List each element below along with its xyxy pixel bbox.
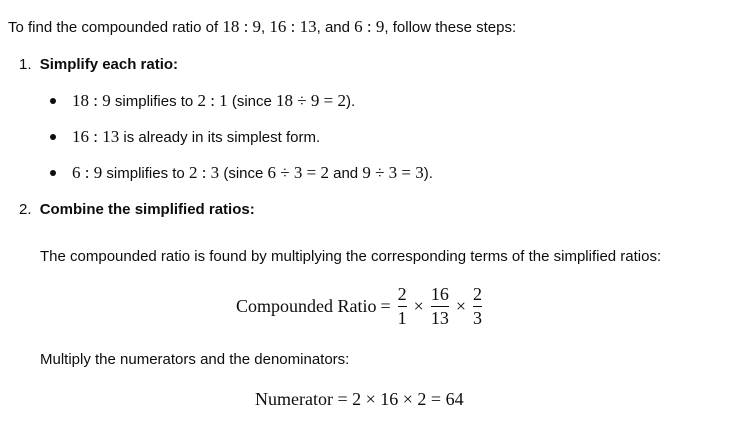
step-1-heading xyxy=(19,55,178,75)
bullet-marker xyxy=(50,170,56,176)
math-ratio: 6 : 9 xyxy=(72,163,103,182)
fraction-numerator: 2 xyxy=(397,284,407,304)
bullet-text: (since xyxy=(227,93,277,110)
math-expression: 9 ÷ 3 = 3 xyxy=(362,163,424,182)
fraction xyxy=(398,284,407,329)
step-2-paragraph-2: Multiply the numerators and the denominators: xyxy=(40,351,350,368)
bullet-text: ). xyxy=(345,93,356,110)
fraction-numerator: 16 xyxy=(430,284,449,304)
numerator-equation-text: Numerator = 2 × 16 × 2 = 64 xyxy=(255,389,464,409)
times-sign: × xyxy=(413,296,424,316)
intro-sep-1: , xyxy=(261,19,270,36)
fraction xyxy=(431,284,449,329)
ratio-1: 18 : 9 xyxy=(222,17,262,36)
bullet-item-1 xyxy=(72,91,355,112)
step-1-title: Simplify each ratio: xyxy=(39,56,179,73)
fraction-bar xyxy=(431,306,449,307)
math-ratio: 16 : 13 xyxy=(72,127,120,146)
compounded-ratio-equation xyxy=(236,284,485,329)
equation-lhs: Compounded Ratio xyxy=(236,296,377,316)
intro-sep-2: , and xyxy=(316,19,355,36)
bullet-text: simplifies to xyxy=(110,93,198,110)
step-2-number: 2. xyxy=(19,201,32,218)
ratio-3: 6 : 9 xyxy=(354,17,385,36)
math-expression: 18 ÷ 9 = 2 xyxy=(276,91,346,110)
bullet-item-3 xyxy=(72,163,433,184)
fraction-denominator: 1 xyxy=(397,308,407,328)
fraction-denominator: 3 xyxy=(472,308,482,328)
intro-before: To find the compounded ratio of xyxy=(8,19,223,36)
intro-text xyxy=(8,17,516,38)
bullet-text: simplifies to xyxy=(102,165,189,182)
bullet-marker xyxy=(50,98,56,104)
fraction-denominator: 13 xyxy=(430,308,449,328)
bullet-text: and xyxy=(328,165,363,182)
intro-after: , follow these steps: xyxy=(384,19,517,36)
bullet-text: ). xyxy=(423,165,433,182)
math-ratio: 18 : 9 xyxy=(72,91,111,110)
math-ratio: 2 : 3 xyxy=(188,163,220,182)
bullet-text: is already in its simplest form. xyxy=(119,129,321,146)
step-2-title: Combine the simplified ratios: xyxy=(39,201,255,218)
step-1-number: 1. xyxy=(19,56,32,73)
math-expression: 6 ÷ 3 = 2 xyxy=(267,163,329,182)
fraction xyxy=(473,284,482,329)
math-ratio: 2 : 1 xyxy=(197,91,228,110)
step-2-paragraph-1: The compounded ratio is found by multiplying the corresponding terms of the simplified ratios: xyxy=(40,248,662,265)
equals-sign: = xyxy=(380,296,391,316)
fraction-bar xyxy=(398,306,407,307)
step-2-heading xyxy=(19,200,255,220)
bullet-marker xyxy=(50,134,56,140)
bullet-item-2 xyxy=(72,127,320,148)
times-sign: × xyxy=(455,296,466,316)
fraction-numerator: 2 xyxy=(472,284,482,304)
fraction-bar xyxy=(473,306,482,307)
ratio-2: 16 : 13 xyxy=(269,17,317,36)
numerator-equation xyxy=(255,389,464,410)
bullet-text: (since xyxy=(219,165,268,182)
